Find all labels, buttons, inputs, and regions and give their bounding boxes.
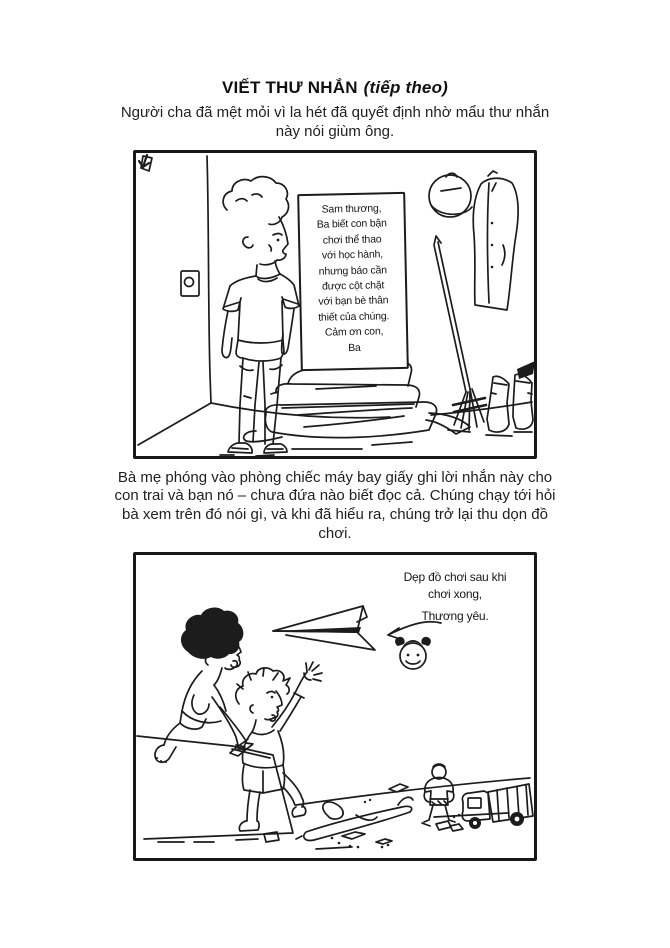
toy-airplane <box>296 797 413 840</box>
down-arrow-icon <box>136 153 154 173</box>
page-title <box>0 0 670 98</box>
intro-text: Người cha đã mệt mỏi vì la hét đã quyết định nhờ mẩu thư nhắn này nói giùm ông. <box>120 104 550 140</box>
note-line: Ba <box>348 341 361 354</box>
note-line: Dẹp đồ chơi sau khi <box>403 569 507 584</box>
light-switch <box>181 271 199 296</box>
note-line: Ba biết con bận <box>316 217 387 231</box>
note-line: thiết của chúng. <box>318 309 390 324</box>
hat-on-hook <box>429 173 472 217</box>
note-line: Cảm ơn con, <box>324 325 384 339</box>
rake <box>434 236 486 430</box>
note-line: Sam thương, <box>321 201 382 216</box>
note-line: Thương yêu. <box>421 608 489 623</box>
coat-on-hook <box>473 171 518 310</box>
laundry-pile <box>244 361 470 448</box>
comic-panel-2 <box>133 552 537 861</box>
note-line: với học hành, <box>321 248 384 262</box>
comic-panel-1 <box>133 150 537 459</box>
bed <box>137 736 293 842</box>
toy-truck <box>462 784 533 829</box>
middle-text: Bà mẹ phóng vào phòng chiếc máy bay giấy ghi lời nhắn này cho con trai và bạn nó – chưa đứa nào biết đọc cả. Chúng chạy tới hỏi bà xem trên đó nói gì, và khi đã hiểu ra, chúng trở lại thu dọn đồ chơi. <box>114 468 556 542</box>
airplane-note-text <box>379 569 531 625</box>
floor-line <box>296 778 530 817</box>
boy-reaching <box>230 662 322 831</box>
page-title-suffix: (tiếp theo) <box>363 78 449 97</box>
smiley-face-icon <box>395 636 431 668</box>
note-line: được cột chặt <box>321 278 385 293</box>
page-title-main: VIẾT THƯ NHẮN <box>221 78 358 97</box>
pinned-note <box>297 191 409 370</box>
paper-airplane <box>273 606 375 650</box>
note-line: chơi thể thao <box>322 232 382 246</box>
action-figure-toy <box>424 764 455 822</box>
note-line: nhưng báo cần <box>318 263 387 277</box>
note-line: với bạn bè thân <box>318 294 389 308</box>
note-line: chơi xong, <box>428 586 482 601</box>
